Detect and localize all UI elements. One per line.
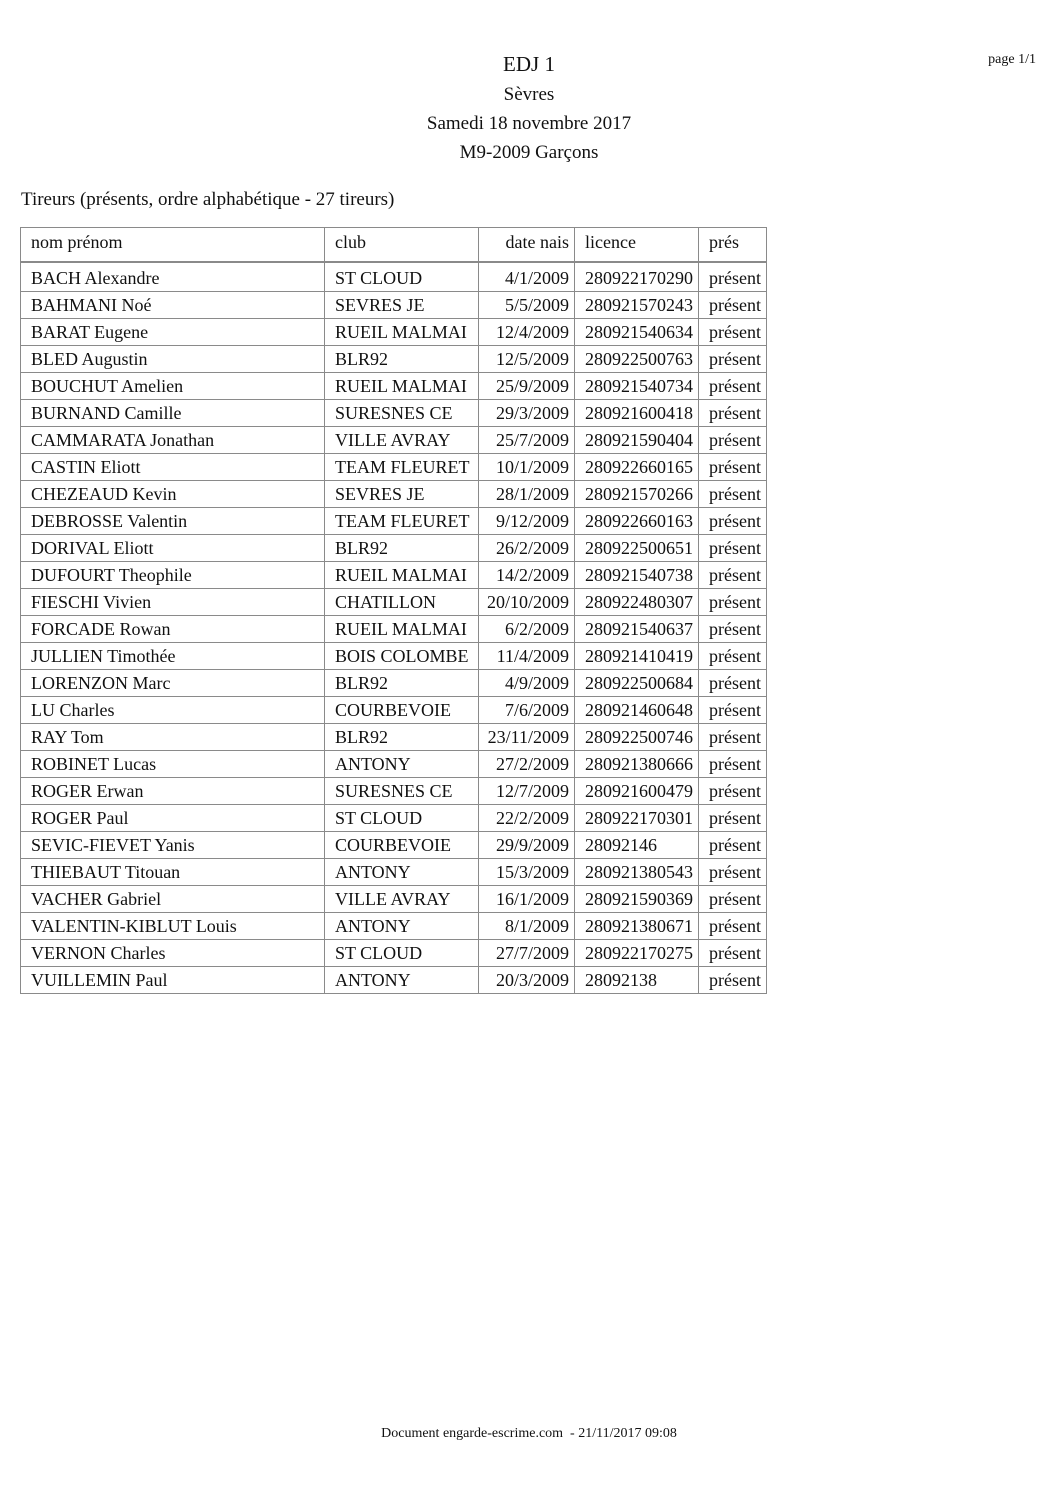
- event-category: M9-2009 Garçons: [459, 142, 599, 163]
- birth-date: 27/2/2009: [479, 751, 575, 778]
- birth-date: 14/2/2009: [479, 562, 575, 589]
- club-name: SEVRES JE: [325, 481, 479, 508]
- club-name: BLR92: [325, 346, 479, 373]
- fencer-name: CASTIN Eliott: [21, 454, 325, 481]
- table-body: [21, 262, 767, 994]
- fencer-name: ROBINET Lucas: [21, 751, 325, 778]
- fencer-name: ROGER Paul: [21, 805, 325, 832]
- birth-date: 12/5/2009: [479, 346, 575, 373]
- license-number: 280922660163: [575, 508, 699, 535]
- table-row: [21, 481, 767, 508]
- table-row: [21, 535, 767, 562]
- birth-date: 20/10/2009: [479, 589, 575, 616]
- license-number: 280921600418: [575, 400, 699, 427]
- club-name: BLR92: [325, 535, 479, 562]
- birth-date: 9/12/2009: [479, 508, 575, 535]
- presence-status: présent: [699, 832, 767, 859]
- fencer-name: FIESCHI Vivien: [21, 589, 325, 616]
- presence-status: présent: [699, 724, 767, 751]
- fencer-name: BLED Augustin: [21, 346, 325, 373]
- license-number: 280921380671: [575, 913, 699, 940]
- club-name: ANTONY: [325, 967, 479, 994]
- presence-status: présent: [699, 535, 767, 562]
- birth-date: 25/9/2009: [479, 373, 575, 400]
- table-row: [21, 697, 767, 724]
- table-row: [21, 913, 767, 940]
- presence-status: présent: [699, 373, 767, 400]
- column-header-license: licence: [575, 228, 699, 263]
- license-number: 280921540734: [575, 373, 699, 400]
- fencer-name: DEBROSSE Valentin: [21, 508, 325, 535]
- birth-date: 12/4/2009: [479, 319, 575, 346]
- table-row: [21, 886, 767, 913]
- club-name: COURBEVOIE: [325, 832, 479, 859]
- club-name: SEVRES JE: [325, 292, 479, 319]
- club-name: RUEIL MALMAI: [325, 562, 479, 589]
- license-number: 280922500746: [575, 724, 699, 751]
- license-number: 280921600479: [575, 778, 699, 805]
- birth-date: 29/3/2009: [479, 400, 575, 427]
- fencer-name: CHEZEAUD Kevin: [21, 481, 325, 508]
- club-name: TEAM FLEURET: [325, 454, 479, 481]
- club-name: TEAM FLEURET: [325, 508, 479, 535]
- fencer-name: LU Charles: [21, 697, 325, 724]
- fencers-table: [20, 227, 767, 994]
- table-row: [21, 751, 767, 778]
- presence-status: présent: [699, 454, 767, 481]
- birth-date: 12/7/2009: [479, 778, 575, 805]
- club-name: VILLE AVRAY: [325, 886, 479, 913]
- birth-date: 26/2/2009: [479, 535, 575, 562]
- table-row: [21, 373, 767, 400]
- club-name: ST CLOUD: [325, 262, 479, 292]
- license-number: 280921570243: [575, 292, 699, 319]
- table-row: [21, 589, 767, 616]
- birth-date: 27/7/2009: [479, 940, 575, 967]
- fencer-name: DUFOURT Theophile: [21, 562, 325, 589]
- table-row: [21, 940, 767, 967]
- table-header: [21, 228, 767, 263]
- fencer-name: DORIVAL Eliott: [21, 535, 325, 562]
- club-name: ST CLOUD: [325, 805, 479, 832]
- table-row: [21, 967, 767, 994]
- presence-status: présent: [699, 967, 767, 994]
- table-header-row: [21, 228, 767, 263]
- club-name: BLR92: [325, 724, 479, 751]
- club-name: COURBEVOIE: [325, 697, 479, 724]
- section-heading: Tireurs (présents, ordre alphabétique - 27 tireurs): [21, 189, 395, 210]
- presence-status: présent: [699, 292, 767, 319]
- license-number: 280922480307: [575, 589, 699, 616]
- fencer-name: BAHMANI Noé: [21, 292, 325, 319]
- license-number: 280922660165: [575, 454, 699, 481]
- presence-status: présent: [699, 481, 767, 508]
- club-name: RUEIL MALMAI: [325, 319, 479, 346]
- fencer-name: THIEBAUT Titouan: [21, 859, 325, 886]
- birth-date: 25/7/2009: [479, 427, 575, 454]
- fencer-name: CAMMARATA Jonathan: [21, 427, 325, 454]
- presence-status: présent: [699, 346, 767, 373]
- birth-date: 10/1/2009: [479, 454, 575, 481]
- club-name: RUEIL MALMAI: [325, 373, 479, 400]
- table-row: [21, 832, 767, 859]
- table-row: [21, 562, 767, 589]
- event-location: Sèvres: [503, 84, 555, 105]
- presence-status: présent: [699, 697, 767, 724]
- table-row: [21, 292, 767, 319]
- presence-status: présent: [699, 643, 767, 670]
- birth-date: 6/2/2009: [479, 616, 575, 643]
- club-name: ANTONY: [325, 913, 479, 940]
- license-number: 280921590404: [575, 427, 699, 454]
- fencer-name: LORENZON Marc: [21, 670, 325, 697]
- fencer-name: BARAT Eugene: [21, 319, 325, 346]
- presence-status: présent: [699, 400, 767, 427]
- fencer-name: ROGER Erwan: [21, 778, 325, 805]
- fencer-name: VACHER Gabriel: [21, 886, 325, 913]
- fencer-name: SEVIC-FIEVET Yanis: [21, 832, 325, 859]
- table-row: [21, 724, 767, 751]
- table-row: [21, 670, 767, 697]
- club-name: CHATILLON: [325, 589, 479, 616]
- column-header-birthdate: date nais: [479, 228, 575, 263]
- club-name: BOIS COLOMBE: [325, 643, 479, 670]
- birth-date: 15/3/2009: [479, 859, 575, 886]
- presence-status: présent: [699, 262, 767, 292]
- license-number: 280922500651: [575, 535, 699, 562]
- table-row: [21, 319, 767, 346]
- column-header-name: nom prénom: [21, 228, 325, 263]
- table-row: [21, 427, 767, 454]
- table-row: [21, 859, 767, 886]
- table-row: [21, 262, 767, 292]
- table-row: [21, 454, 767, 481]
- birth-date: 20/3/2009: [479, 967, 575, 994]
- birth-date: 5/5/2009: [479, 292, 575, 319]
- table-row: [21, 616, 767, 643]
- license-number: 280921540634: [575, 319, 699, 346]
- license-number: 28092138: [575, 967, 699, 994]
- presence-status: présent: [699, 778, 767, 805]
- club-name: VILLE AVRAY: [325, 427, 479, 454]
- license-number: 280921380543: [575, 859, 699, 886]
- license-number: 280922170275: [575, 940, 699, 967]
- fencer-name: JULLIEN Timothée: [21, 643, 325, 670]
- birth-date: 4/9/2009: [479, 670, 575, 697]
- presence-status: présent: [699, 940, 767, 967]
- column-header-presence: prés: [699, 228, 767, 263]
- presence-status: présent: [699, 670, 767, 697]
- birth-date: 11/4/2009: [479, 643, 575, 670]
- club-name: ANTONY: [325, 751, 479, 778]
- table-row: [21, 400, 767, 427]
- birth-date: 4/1/2009: [479, 262, 575, 292]
- presence-status: présent: [699, 859, 767, 886]
- license-number: 280922500763: [575, 346, 699, 373]
- club-name: BLR92: [325, 670, 479, 697]
- license-number: 280921540637: [575, 616, 699, 643]
- fencer-name: VERNON Charles: [21, 940, 325, 967]
- presence-status: présent: [699, 589, 767, 616]
- fencer-name: FORCADE Rowan: [21, 616, 325, 643]
- club-name: SURESNES CE: [325, 400, 479, 427]
- fencer-name: BOUCHUT Amelien: [21, 373, 325, 400]
- club-name: SURESNES CE: [325, 778, 479, 805]
- presence-status: présent: [699, 805, 767, 832]
- presence-status: présent: [699, 616, 767, 643]
- license-number: 28092146: [575, 832, 699, 859]
- birth-date: 23/11/2009: [479, 724, 575, 751]
- license-number: 280921410419: [575, 643, 699, 670]
- table-row: [21, 508, 767, 535]
- presence-status: présent: [699, 319, 767, 346]
- birth-date: 29/9/2009: [479, 832, 575, 859]
- document-footer: Document engarde-escrime.com - 21/11/2017 09:08: [381, 1426, 677, 1441]
- table-row: [21, 805, 767, 832]
- table-row: [21, 643, 767, 670]
- license-number: 280921570266: [575, 481, 699, 508]
- page-number: page 1/1: [988, 52, 1036, 67]
- table-row: [21, 346, 767, 373]
- license-number: 280921590369: [575, 886, 699, 913]
- license-number: 280921380666: [575, 751, 699, 778]
- license-number: 280921460648: [575, 697, 699, 724]
- club-name: ST CLOUD: [325, 940, 479, 967]
- presence-status: présent: [699, 886, 767, 913]
- presence-status: présent: [699, 427, 767, 454]
- event-date: Samedi 18 novembre 2017: [426, 113, 632, 134]
- table-row: [21, 778, 767, 805]
- fencer-name: VUILLEMIN Paul: [21, 967, 325, 994]
- presence-status: présent: [699, 562, 767, 589]
- license-number: 280922170301: [575, 805, 699, 832]
- birth-date: 16/1/2009: [479, 886, 575, 913]
- birth-date: 7/6/2009: [479, 697, 575, 724]
- document-title: EDJ 1: [503, 52, 555, 76]
- license-number: 280922500684: [575, 670, 699, 697]
- fencer-name: BACH Alexandre: [21, 262, 325, 292]
- presence-status: présent: [699, 751, 767, 778]
- fencer-name: BURNAND Camille: [21, 400, 325, 427]
- club-name: RUEIL MALMAI: [325, 616, 479, 643]
- club-name: ANTONY: [325, 859, 479, 886]
- license-number: 280922170290: [575, 262, 699, 292]
- fencer-name: VALENTIN-KIBLUT Louis: [21, 913, 325, 940]
- fencer-name: RAY Tom: [21, 724, 325, 751]
- presence-status: présent: [699, 508, 767, 535]
- presence-status: présent: [699, 913, 767, 940]
- license-number: 280921540738: [575, 562, 699, 589]
- birth-date: 22/2/2009: [479, 805, 575, 832]
- column-header-club: club: [325, 228, 479, 263]
- birth-date: 28/1/2009: [479, 481, 575, 508]
- birth-date: 8/1/2009: [479, 913, 575, 940]
